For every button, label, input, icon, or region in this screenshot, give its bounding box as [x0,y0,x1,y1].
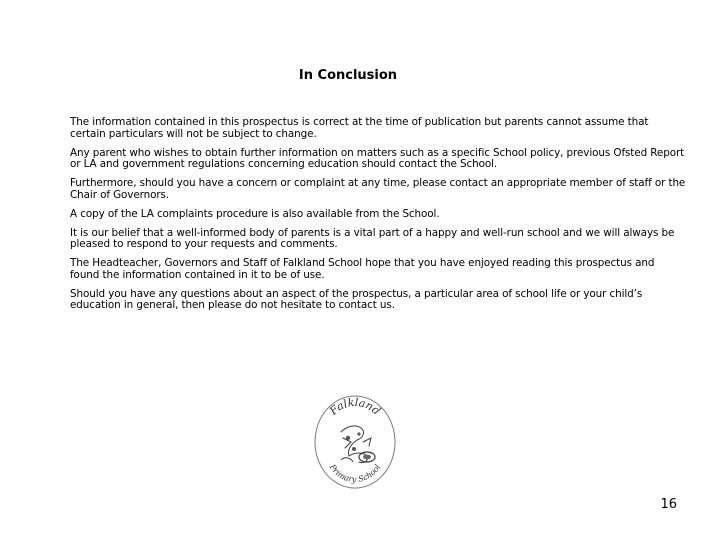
page-number: 16 [660,497,677,512]
body-text [70,117,686,319]
logo-top-text: Falkland [327,395,383,418]
paragraph: Should you have any questions about an aspect of the prospectus, a particular area of school life or your child’s education in general, then please do not hesitate to contact us. [70,287,643,311]
paragraph: The Headteacher, Governors and Staff of Falkland School hope that you have enjoyed reading this prospectus and found the information contained in it to be of use. [70,257,655,281]
logo-bottom-text: Primary School [327,462,383,485]
page-title: In Conclusion [298,68,398,83]
paragraph: The information contained in this prospectus is correct at the time of publication but parents cannot assume that certain particulars will not be subject to change. [70,116,649,140]
paragraph: A copy of the LA complaints procedure is also available from the School. [70,207,440,220]
paragraph: Furthermore, should you have a concern or complaint at any time, please contact an appropriate member of staff or the Chair of Governors. [70,177,686,201]
paragraph: It is our belief that a well-informed body of parents is a vital part of a happy and well-run school and we will always be pleased to respond to your requests and comments. [70,226,675,250]
paragraph: Any parent who wishes to obtain further information on matters such as a specific School policy, previous Ofsted Report or LA and government regulations concerning education should contact the School. [70,146,685,170]
school-crest-icon [311,392,399,490]
school-logo [311,392,399,490]
